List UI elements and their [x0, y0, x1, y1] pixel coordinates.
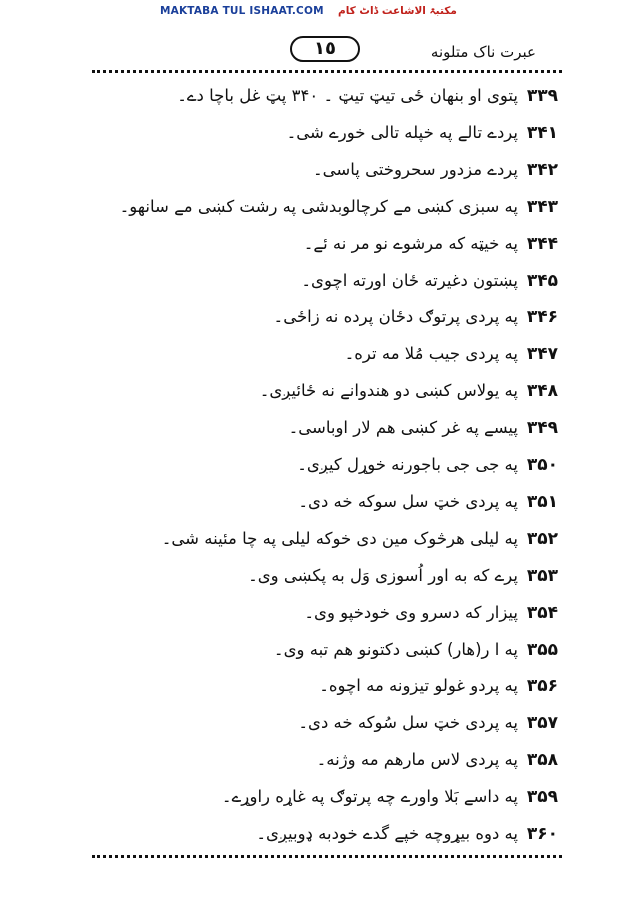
- site-url: MAKTABA TUL ISHAAT.COM: [160, 5, 324, 17]
- proverb-entry: [0, 303, 636, 340]
- proverb-entry: [0, 377, 636, 414]
- proverb-text: په پردی خټ سل سوکه خه دی۔: [298, 491, 518, 511]
- proverb-entry: [0, 451, 636, 488]
- proverb-entry: [0, 267, 636, 304]
- proverb-text: پیسے په غر کښی هم لار اوباسی۔: [288, 418, 518, 438]
- proverb-entry: [0, 414, 636, 451]
- proverb-text: په پردی لاس مارهم مه وژنه۔: [316, 750, 518, 770]
- site-watermark: [160, 5, 480, 19]
- proverb-text: په سبزی کښی مے کرچالوبدشی په رشت کښی مے سانهو۔: [119, 196, 518, 216]
- proverb-text: پیزار که دسرو وی خودخپو وی۔: [304, 602, 518, 622]
- proverb-number: ۳۵۲: [526, 528, 558, 549]
- proverb-text: پردے تالے په خپله تالی خورے شی۔: [286, 122, 518, 142]
- proverb-number: ۳۵۴: [526, 602, 558, 623]
- page-number: ١٥: [290, 36, 360, 62]
- proverb-entry: [0, 340, 636, 377]
- proverb-number: ۳۵۹: [526, 787, 558, 808]
- proverb-number: ۳۴۵: [526, 270, 558, 291]
- proverb-text: په خیټه که مرشوے نو مر نه ئے۔: [303, 233, 518, 253]
- proverb-entry: [0, 599, 636, 636]
- proverb-text: په جی جی باجورنه خوړل کیږی۔: [297, 455, 518, 474]
- proverb-entry: [0, 193, 636, 230]
- proverb-number: ۳۴۸: [526, 381, 558, 402]
- proverb-number: ۳۵۳: [526, 565, 558, 586]
- proverb-entry: [0, 525, 636, 562]
- proverb-text: پرے که به اور اُسوزی وَل به پکښی وی۔: [248, 565, 518, 585]
- proverb-number: ۳۴۱: [526, 122, 558, 143]
- proverb-number: ۳۵۷: [526, 713, 558, 734]
- proverb-entry: [0, 709, 636, 746]
- proverb-entry: [0, 488, 636, 525]
- proverb-number: ۳۴۶: [526, 307, 558, 328]
- proverb-text: په دوه بیړوچه خپے گدے خودبه ډوبیږی۔: [256, 824, 518, 843]
- proverb-number: ۳۴۷: [526, 344, 558, 365]
- book-title: عبرت ناک متلونه: [430, 43, 536, 61]
- proverb-entry: [0, 119, 636, 156]
- proverb-entry: [0, 820, 636, 857]
- proverb-text: پښتون دغیرته ځان اورته اچوی۔: [301, 270, 518, 290]
- proverb-entry: [0, 672, 636, 709]
- proverb-text: په پردو غولو تیزونه مه اچوه۔: [319, 676, 518, 696]
- proverb-number: ۳۴۳: [526, 196, 558, 217]
- proverb-number: ۳۵۰: [526, 455, 558, 475]
- proverb-number: ۳۵۱: [526, 491, 558, 512]
- proverb-entry: [0, 636, 636, 673]
- proverb-text: پتوی او بنهان ځی تیټ تیټ ۔ ۳۴۰ پټ غل باچا دے۔: [177, 86, 518, 105]
- proverb-text: په ا ر(هار) کښی دکتونو هم تبه وی۔: [273, 639, 518, 659]
- page-header: [0, 36, 636, 70]
- proverb-number: ۳۳۹: [526, 86, 558, 106]
- proverb-text: په پردی پرتوګ دځان پرده نه زاځی۔: [273, 307, 518, 327]
- proverb-number: ۳۴۴: [526, 233, 558, 254]
- proverb-entry: [0, 783, 636, 820]
- bottom-dotted-divider: [92, 855, 562, 858]
- proverb-text: په پردی خټ سل سُوکه خه دی۔: [298, 713, 518, 733]
- proverb-number: ۳۵۶: [526, 676, 558, 697]
- proverb-number: ۳۵۸: [526, 750, 558, 771]
- proverb-text: په یولاس کښی دو هندوانے نه ځائیږی۔: [259, 381, 518, 401]
- proverb-entry: [0, 746, 636, 783]
- proverb-text: په لیلی هرڅوک مین دی خوکه لیلی په چا مئینه شی۔: [161, 528, 518, 548]
- proverb-text: په پردی جیب مُلا مه تره۔: [344, 344, 518, 364]
- proverb-number: ۳۴۲: [526, 159, 558, 180]
- proverb-entry: [0, 230, 636, 267]
- proverb-number: ۳۵۵: [526, 639, 558, 660]
- proverb-number: ۳۶۰: [526, 824, 558, 844]
- proverb-entry: [0, 562, 636, 599]
- proverb-text: پردے مزدور سحروختی پاسی۔: [312, 159, 518, 179]
- proverb-number: ۳۴۹: [526, 418, 558, 439]
- proverb-entry: [0, 82, 636, 119]
- top-dotted-divider: [92, 70, 562, 73]
- site-url-urdu: مکتبۃ الاشاعت ڈاٹ کام: [338, 5, 457, 17]
- proverb-entry: [0, 156, 636, 193]
- proverb-text: په داسے بَلا واورے چه پرتوګ په غاړه راوړے۔: [221, 787, 518, 807]
